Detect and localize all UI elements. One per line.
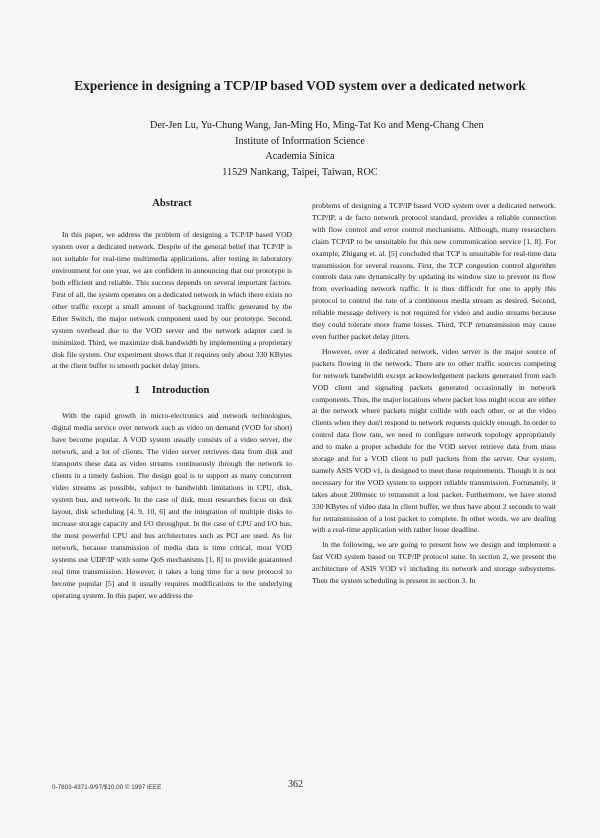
address: 11529 Nankang, Taipei, Taiwan, ROC: [222, 166, 378, 178]
introduction-heading: [52, 385, 292, 396]
page-number: 362: [288, 779, 303, 790]
abstract-heading: Abstract: [152, 198, 192, 209]
right-paragraph-3: In the following, we are going to present how we design and implement a fast VOD system based on TCP/IP protocol suite. In section 2, we present the architecture of ASIS VOD v1 including its network and storage subsystems. Then the system scheduling is present in section 3. In: [312, 540, 556, 586]
section-title: Introduction: [151, 385, 210, 397]
left-column: [52, 198, 292, 605]
right-paragraph-1: problems of designing a TCP/IP based VOD system over a dedicated network. TCP/IP, a de facto network protocol standard, provides a reliable connection with flow control and error control mechanisms. Although, many researchers claim TCP/IP to be unsuitable for this new communication service [1, 8]. For example, Zhigang et. al. [5] concluded that TCP is unsuitable for real-time data transmission for several reasons. First, the TCP congestion control algorithm controls data rate dynamically by updating its window size to prevent its flow from overloading network traffic. It is thus difficult for one to apply this protocol to control the rate of a continuous media stream as desired. Second, reliable message delivery is not required for video and audio streams because they could tolerate more frame losses. Third, TCP retransmission may cause even further packet delay jitters.: [312, 201, 556, 341]
institute-name: Institute of Information Science: [235, 135, 365, 147]
section-number: 1: [134, 385, 140, 397]
author-names: Der-Jen Lu, Yu-Chung Wang, Jan-Ming Ho, Ming-Tat Ko and Meng-Chang Chen: [150, 120, 484, 131]
organization-name: Academia Sinica: [265, 151, 335, 163]
right-column: [312, 200, 556, 590]
introduction-paragraph: With the rapid growth in micro-electronics and network technologies, digital media service over network such as video on demand (VOD for short) have become popular. A VOD system usually consists of a video server, the network, and a lot of clients. The video server retrieves data from disk and transports these data as video streams continuously through the network to clients in a timely fashion. The design goal is to support as many concurrent video streams as possible, subject to bandwidth limitations in CPU, disk, system bus, and network. In the case of disk, most researches focus on disk layout, disk scheduling [4, 9, 10, 6] and the integration of multiple disks to increase storage capacity and I/O throughput. In the case of CPU and I/O bus, the most powerful CPU and bus architectures such as PCI are used. As for network, because transmission of media data is time critical, most VOD systems use UDP/IP with some QoS mechanisms [1, 8] to provide guaranteed real time transmission. However, it takes a long time for a new protocol to become popular [5] and it usually requires modifications to the underlying operating system. In this paper, we address the: [52, 411, 292, 600]
copyright-notice: 0-7803-4371-9/97/$10.00 © 1997 IEEE: [52, 784, 162, 791]
right-paragraph-2: However, over a dedicated network, video server is the major source of packets flowing in the network. There are no other traffic sources competing for network bandwidth except acknowledgement packets generated from each VOD client and signaling packets generated occasionally in network components. Thus, the major locations where packet loss might occur are either at the network where packets might collide with each other, or at the video clients when they don't respond to network requests quickly enough. In order to control data flow rate, we need to configure network topology appropriately and to make a proper schedule for the VOD server retrieve data from mass storage and for a VOD client to pull packets from the server. Our system, namely ASIS VOD v1, is designed to meet these requirements. Though it is not necessary for the VOD system to support reliable transmission. Fortunately, it takes about 200msec to retransmit a lost packet. Furthermore, we have stored 330 KBytes of video data in client buffer, we thus have about 2 seconds to wait for retransmission of a lost packet to complete. In other words, we are dealing with a real-time application with rather loose deadline.: [312, 346, 556, 535]
abstract-text: In this paper, we address the problem of designing a TCP/IP based VOD system over a dedicated network. Despite of the general belief that TCP/IP is not suitable for real-time multimedia applications, after testing in laboratory environment for one year, we are confident in announcing that our prototype is both efficient and reliable. This success depends on several important factors. First of all, the system operates on a dedicated network in which there exists no other traffic except a small amount of background traffic generated by the Ether Switch, the major network component used by our prototype. Second, system overhead due to the VOD server and the network adapter card is minimized. Third, we maximize disk bandwidth by implementing a proprietary disk file system. Our experiment shows that it requires only about 330 KBytes at the client buffer to smooth packet delay jitters.: [52, 230, 292, 371]
author-block: [150, 118, 484, 180]
paper-title: Experience in designing a TCP/IP based VOD system over a dedicated network: [74, 78, 526, 93]
